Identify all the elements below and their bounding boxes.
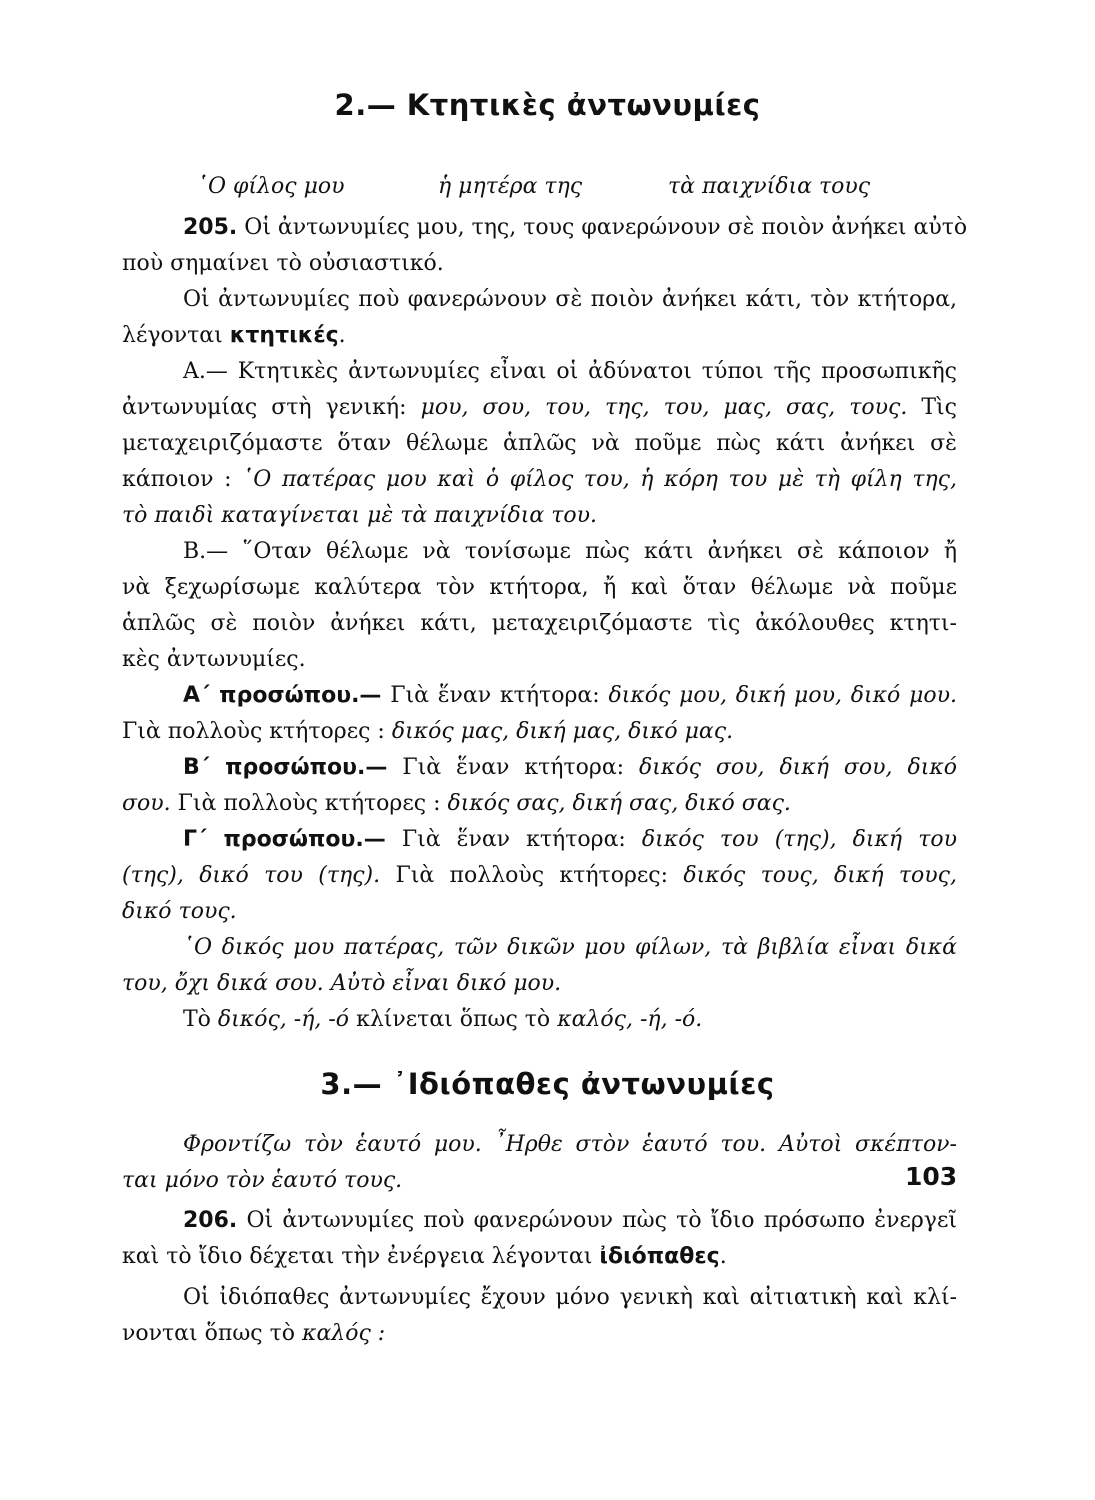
third-person-label: Γ΄ προσώπου.— bbox=[183, 827, 386, 852]
term-ktitikes: κτητικές bbox=[229, 323, 339, 348]
paragraph-number-206: 206. bbox=[183, 1208, 238, 1233]
section-3-examples-line-1: Φροντίζω τὸν ἑαυτό μου. ῏Ηρθε στὸν ἑαυτό του. Αὐτοὶ σκέπτον- bbox=[183, 1132, 957, 1157]
pA-line-4: κάποιον : ῾Ο πατέρας μου καὶ ὁ φίλος του, ἡ κόρη του μὲ τὴ φίλη της, bbox=[122, 467, 957, 492]
paragraph-number-205: 205. bbox=[183, 215, 238, 240]
p205-line-1: 205. Οἱ ἀντωνυμίες μου, της, τους φανερώνουν σὲ ποιὸν ἀνήκει αὐτὸ bbox=[183, 215, 968, 240]
section-2-heading: 2.— Κτητικὲς ἀντωνυμίες bbox=[334, 88, 761, 122]
example-2-line-1: ῾Ο δικός μου πατέρας, τῶν δικῶν μου φίλων, τὰ βιβλία εἶναι δικά bbox=[183, 935, 957, 960]
term-idiopathes: ἰδιόπαθες bbox=[599, 1244, 720, 1269]
p206-line-3: Οἱ ἰδιόπαθες ἀντωνυμίες ἔχουν μόνο γενικὴ καὶ αἰτιατικὴ καὶ κλί- bbox=[183, 1285, 957, 1310]
pB-line-4: κὲς ἀντωνυμίες. bbox=[122, 647, 306, 672]
second-person-label: Β΄ προσώπου.— bbox=[183, 755, 388, 780]
pA-line-3: μεταχειριζόμαστε ὅταν θέλωμε ἁπλῶς νὰ ποῦμε πὼς κάτι ἀνήκει σὲ bbox=[122, 431, 957, 456]
first-person-label: Α΄ προσώπου.— bbox=[183, 683, 382, 708]
p205-line-3: Οἱ ἀντωνυμίες ποὺ φανερώνουν σὲ ποιὸν ἀνήκει κάτι, τὸν κτήτορα, bbox=[183, 287, 957, 312]
section-3-examples-line-2: ται μόνο τὸν ἑαυτό τους. bbox=[122, 1168, 403, 1193]
example-2: ἡ μητέρα της bbox=[438, 174, 583, 199]
p205-line-2: ποὺ σημαίνει τὸ οὐσιαστικό. bbox=[122, 251, 444, 276]
example-3: τὰ παιχνίδια τους bbox=[668, 174, 871, 199]
second-person-line-2: σου. Γιὰ πολλοὺς κτήτορες : δικός σας, δική σας, δικό σας. bbox=[122, 791, 791, 816]
first-person-line-1: Α΄ προσώπου.— Γιὰ ἕναν κτήτορα: δικός μου, δική μου, δικό μου. bbox=[183, 683, 957, 708]
pB-line-2: νὰ ξεχωρίσωμε καλύτερα τὸν κτήτορα, ἤ καὶ ὅταν θέλωμε νὰ ποῦμε bbox=[122, 575, 957, 600]
example-1: ῾Ο φίλος μου bbox=[197, 174, 345, 199]
third-person-line-3: δικό τους. bbox=[122, 899, 237, 924]
pA-line-2: ἀντωνυμίας στὴ γενική: μου, σου, του, της, του, μας, σας, τους. Τὶς bbox=[122, 395, 957, 420]
pA-line-5: τὸ παιδὶ καταγίνεται μὲ τὰ παιχνίδια του. bbox=[122, 503, 598, 528]
p205-line-4: λέγονται κτητικές. bbox=[122, 323, 346, 348]
third-person-line-2: (της), δικό του (της). Γιὰ πολλοὺς κτήτορες: δικός τους, δική τους, bbox=[122, 863, 957, 888]
third-person-line-1: Γ΄ προσώπου.— Γιὰ ἕναν κτήτορα: δικός του (της), δική του bbox=[183, 827, 957, 852]
declension-line: Τὸ δικός, -ή, -ό κλίνεται ὅπως τὸ καλός, -ή, -ό. bbox=[183, 1007, 703, 1032]
second-person-line-1: Β΄ προσώπου.— Γιὰ ἕναν κτήτορα: δικός σου, δική σου, δικό bbox=[183, 755, 957, 780]
section-3-heading: 3.— ᾿Ιδιόπαθες ἀντωνυμίες bbox=[320, 1067, 775, 1101]
first-person-line-2: Γιὰ πολλοὺς κτήτορες : δικός μας, δική μας, δικό μας. bbox=[122, 719, 734, 744]
pA-line-1: Α.— Κτητικὲς ἀντωνυμίες εἶναι οἱ ἀδύνατοι τύποι τῆς προσωπικῆς bbox=[183, 359, 957, 384]
pB-line-3: ἁπλῶς σὲ ποιὸν ἀνήκει κάτι, μεταχειριζόμαστε τὶς ἀκόλουθες κτητι- bbox=[122, 611, 957, 636]
example-2-line-2: του, ὄχι δικά σου. Αὐτὸ εἶναι δικό μου. bbox=[122, 971, 562, 996]
p206-line-4: νονται ὅπως τὸ καλός : bbox=[122, 1321, 386, 1346]
pB-line-1: Β.— ῞Οταν θέλωμε νὰ τονίσωμε πὼς κάτι ἀνήκει σὲ κάποιον ἤ bbox=[183, 539, 957, 564]
page-number: 103 bbox=[905, 1162, 958, 1191]
p206-line-2: καὶ τὸ ἴδιο δέχεται τὴν ἐνέργεια λέγονται ἰδιόπαθες. bbox=[122, 1244, 727, 1269]
p206-line-1: 206. Οἱ ἀντωνυμίες ποὺ φανερώνουν πὼς τὸ ἴδιο πρόσωπο ἐνεργεῖ bbox=[183, 1208, 957, 1233]
